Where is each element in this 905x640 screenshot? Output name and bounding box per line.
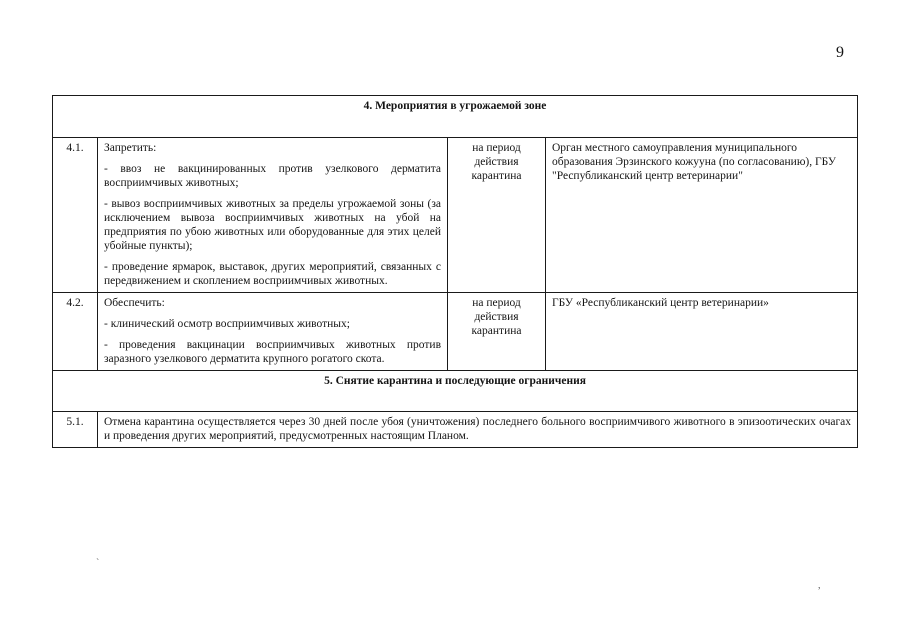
- row-number: 5.1.: [53, 412, 98, 448]
- action-cell: [98, 293, 448, 371]
- description-cell: [98, 412, 858, 448]
- scan-speck: `: [96, 558, 100, 569]
- action-item: - вывоз восприимчивых животных за пределы угрожаемой зоны (за исключением вывоза восприимчивых животных на убой на предприятия по убою животных или оборудованные для этих целей убойные пункты);: [104, 198, 441, 252]
- action-text: [104, 141, 441, 288]
- action-item: - ввоз не вакцинированных против узелкового дерматита восприимчивых животных;: [104, 163, 441, 189]
- row-number: 4.1.: [53, 138, 98, 293]
- action-cell: [98, 138, 448, 293]
- table-row: [53, 293, 858, 371]
- responsible-cell: Орган местного самоуправления муниципального образования Эрзинского кожууна (по согласованию), ГБУ "Республиканский центр ветеринарии": [546, 138, 858, 293]
- period-cell: на период действия карантина: [448, 138, 546, 293]
- row-number: 4.2.: [53, 293, 98, 371]
- action-intro: Запретить:: [104, 142, 157, 154]
- scan-speck: ,: [818, 580, 821, 591]
- section-4-header-row: [53, 96, 858, 138]
- plan-table: [52, 95, 858, 448]
- section-5-title: 5. Снятие карантина и последующие ограничения: [53, 371, 858, 412]
- action-item: - клинический осмотр восприимчивых животных;: [104, 318, 350, 330]
- action-item: - проведение ярмарок, выставок, других мероприятий, связанных с передвижением и скоплением восприимчивых животных.: [104, 261, 441, 287]
- responsible-cell: ГБУ «Республиканский центр ветеринарии»: [546, 293, 858, 371]
- table-row: [53, 138, 858, 293]
- action-text: [104, 296, 441, 366]
- action-intro: Обеспечить:: [104, 297, 165, 309]
- description-text: Отмена карантина осуществляется через 30 дней после убоя (уничтожения) последнего больного восприимчивого животного в эпизоотических очагах и проведения других мероприятий, предусмотренных настоящим Планом.: [104, 416, 852, 442]
- section-5-header-row: [53, 371, 858, 412]
- page-number: 9: [836, 44, 844, 61]
- period-cell: на период действия карантина: [448, 293, 546, 371]
- section-4-title: 4. Мероприятия в угрожаемой зоне: [53, 96, 858, 138]
- table-row: [53, 412, 858, 448]
- action-item: - проведения вакцинации восприимчивых животных против заразного узелкового дерматита крупного рогатого скота.: [104, 339, 441, 365]
